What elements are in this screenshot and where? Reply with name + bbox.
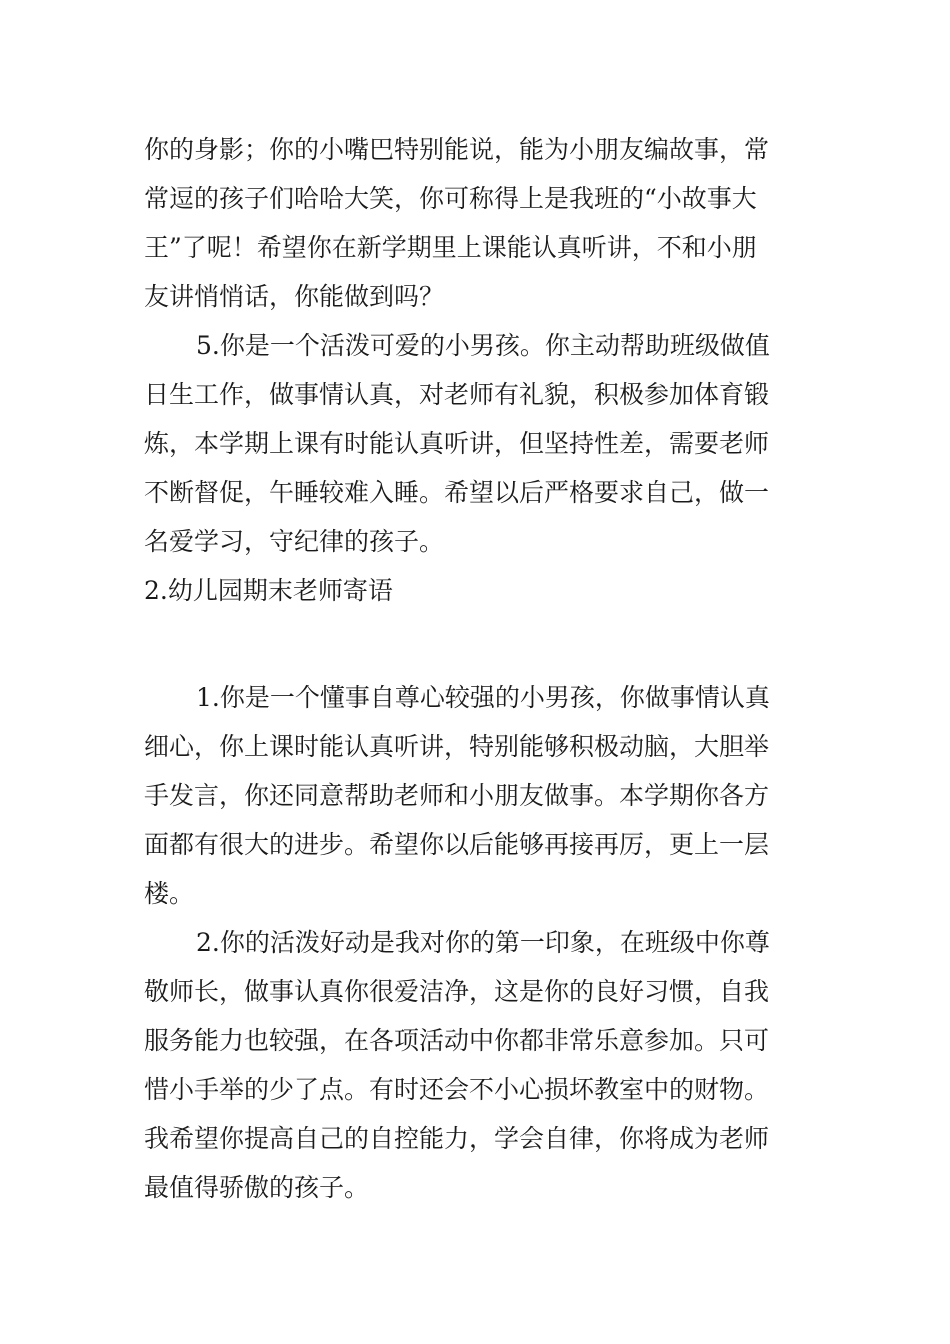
text-line: 服务能力也较强，在各项活动中你都非常乐意参加。只可 bbox=[144, 1026, 770, 1055]
text-line: 楼。 bbox=[144, 879, 195, 908]
text-line: 2.你的活泼好动是我对你的第一印象，在班级中你尊 bbox=[196, 928, 770, 957]
text-line: 你的身影；你的小嘴巴特别能说，能为小朋友编故事，常 bbox=[144, 135, 770, 164]
text-line: 我希望你提高自己的自控能力，学会自律，你将成为老师 bbox=[144, 1124, 770, 1153]
paragraph-2 bbox=[144, 918, 809, 1212]
text-line: 面都有很大的进步。希望你以后能够再接再厉，更上一层 bbox=[144, 830, 770, 859]
section-2 bbox=[144, 673, 809, 1212]
text-line: 日生工作，做事情认真，对老师有礼貌，积极参加体育锻 bbox=[144, 380, 770, 409]
text-line: 1.你是一个懂事自尊心较强的小男孩，你做事情认真 bbox=[196, 683, 770, 712]
text-line: 不断督促，午睡较难入睡。希望以后严格要求自己，做一 bbox=[144, 478, 770, 507]
text-line: 最值得骄傲的孩子。 bbox=[144, 1173, 370, 1202]
text-line: 手发言，你还同意帮助老师和小朋友做事。本学期你各方 bbox=[144, 781, 770, 810]
text-line: 惜小手举的少了点。有时还会不小心损坏教室中的财物。 bbox=[144, 1075, 770, 1104]
text-line: 炼，本学期上课有时能认真听讲，但坚持性差，需要老师 bbox=[144, 429, 770, 458]
text-line: 细心，你上课时能认真听讲，特别能够积极动脑，大胆举 bbox=[144, 732, 770, 761]
paragraph-5 bbox=[144, 321, 809, 566]
text-line: 5.你是一个活泼可爱的小男孩。你主动帮助班级做值 bbox=[196, 331, 770, 360]
paragraph-1 bbox=[144, 673, 809, 918]
section-heading: 2.幼儿园期末老师寄语 bbox=[144, 576, 393, 605]
paragraph-continued bbox=[144, 125, 809, 321]
text-line: 敬师长，做事认真你很爱洁净，这是你的良好习惯，自我 bbox=[144, 977, 770, 1006]
text-line: 常逗的孩子们哈哈大笑，你可称得上是我班的“小故事大 bbox=[144, 184, 757, 213]
text-line: 王”了呢！希望你在新学期里上课能认真听讲，不和小朋 bbox=[144, 233, 757, 262]
text-line: 友讲悄悄话，你能做到吗？ bbox=[144, 282, 445, 311]
section-1 bbox=[144, 125, 809, 615]
text-line: 名爱学习，守纪律的孩子。 bbox=[144, 527, 445, 556]
